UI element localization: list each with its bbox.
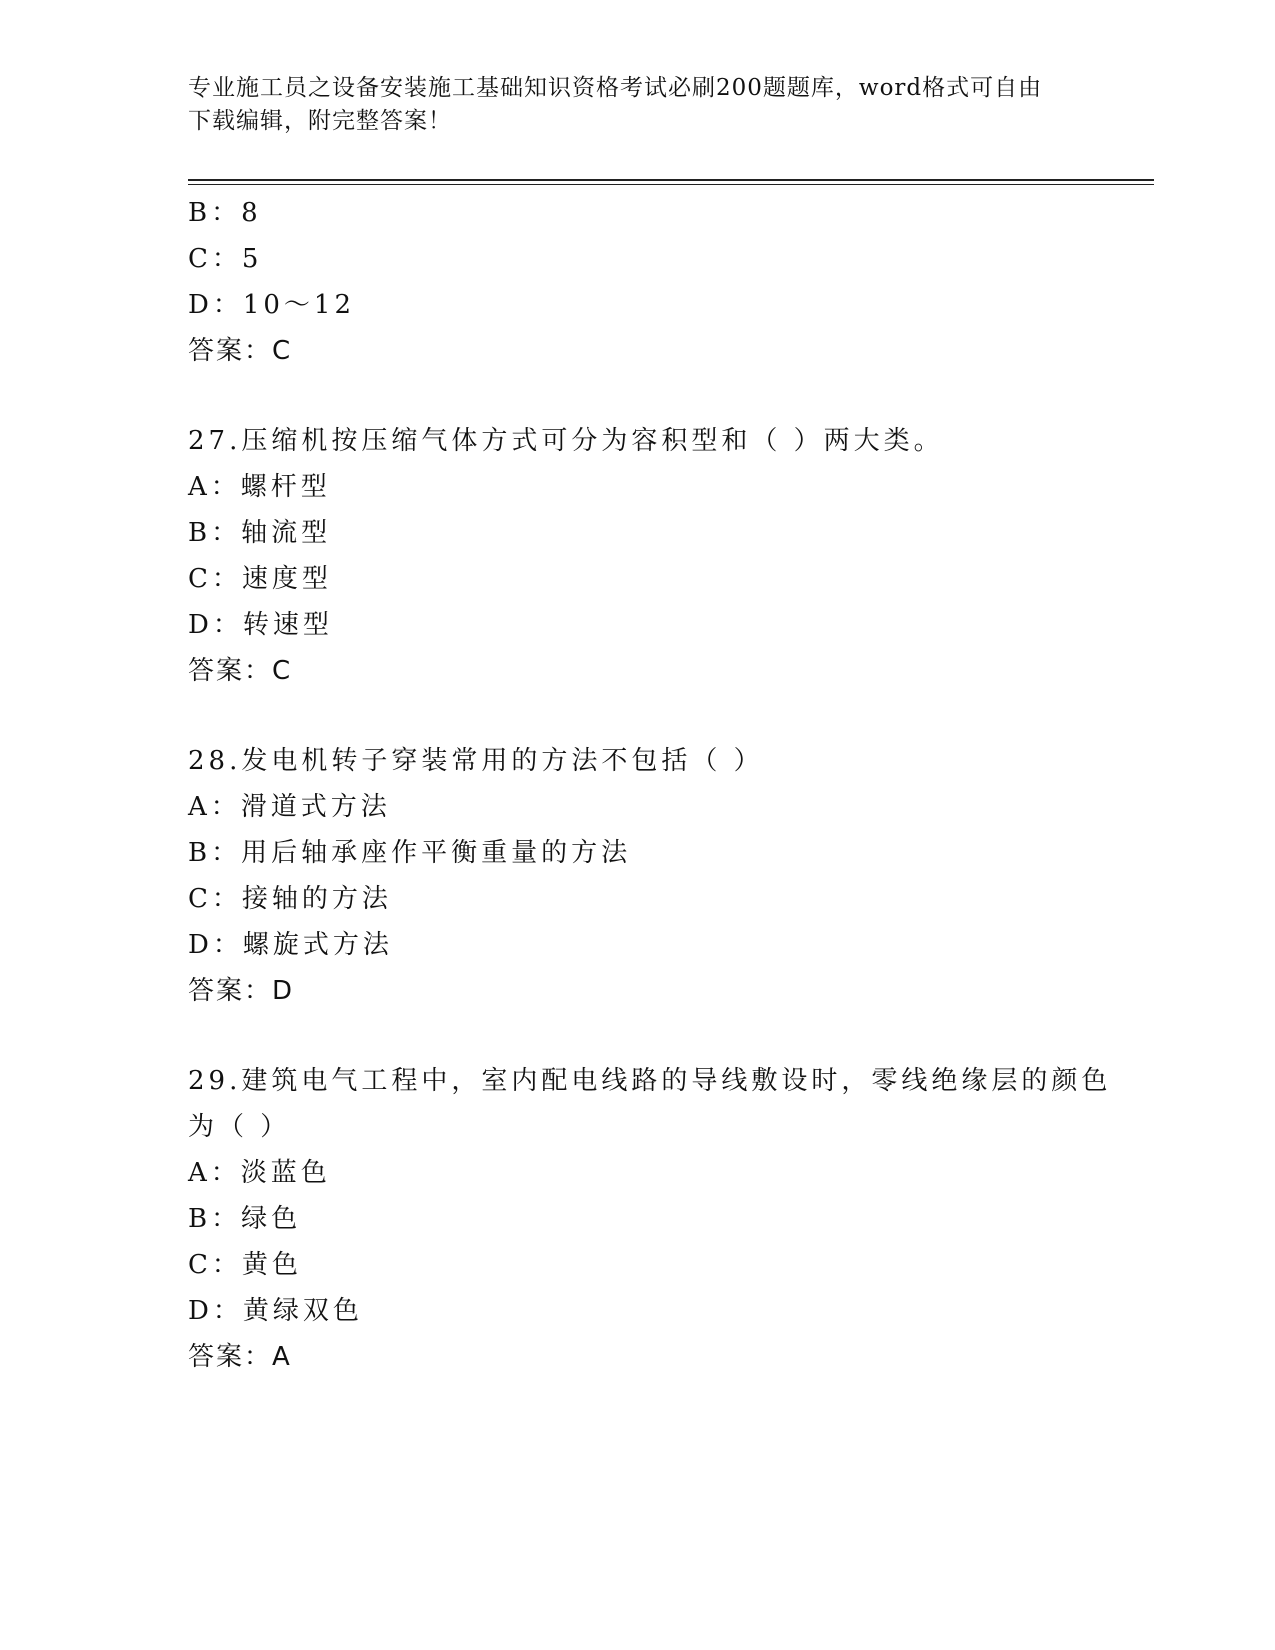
question-stem: 27.压缩机按压缩气体方式可分为容积型和（ ）两大类。	[188, 426, 944, 456]
option-c: C：黄色	[188, 1250, 302, 1280]
question-list	[188, 190, 1112, 1380]
question-29	[188, 1058, 1112, 1380]
answer: 答案：A	[188, 1342, 292, 1372]
answer: 答案：C	[188, 336, 293, 366]
option-a: A：滑道式方法	[188, 792, 391, 822]
option-b: B：用后轴承座作平衡重量的方法	[188, 838, 632, 868]
document-header	[188, 72, 1088, 138]
answer: 答案：C	[188, 656, 293, 686]
option-d: D：黄绿双色	[188, 1296, 363, 1326]
partial-question	[188, 190, 1108, 374]
option-a: A：淡蓝色	[188, 1158, 331, 1188]
option-b: B：8	[188, 198, 262, 228]
option-d: D：转速型	[188, 610, 333, 640]
answer: 答案：D	[188, 976, 295, 1006]
option-c: C：接轴的方法	[188, 884, 392, 914]
question-stem-line1: 29.建筑电气工程中，室内配电线路的导线敷设时，零线绝缘层的颜色	[188, 1066, 1112, 1096]
option-c: C：5	[188, 244, 263, 274]
option-c: C：速度型	[188, 564, 332, 594]
question-stem-line2: 为（ ）	[188, 1112, 291, 1142]
question-stem: 28.发电机转子穿装常用的方法不包括（ ）	[188, 746, 764, 776]
option-a: A：螺杆型	[188, 472, 331, 502]
header-title-line1: 专业施工员之设备安装施工基础知识资格考试必刷200题题库，word格式可自由	[188, 75, 1043, 101]
question-27	[188, 418, 1108, 694]
question-28	[188, 738, 1108, 1014]
header-rule-thin	[188, 184, 1154, 185]
header-rule-thick	[188, 179, 1154, 181]
option-d: D：螺旋式方法	[188, 930, 393, 960]
option-b: B：绿色	[188, 1204, 302, 1234]
header-title-line2: 下载编辑，附完整答案！	[188, 108, 452, 134]
option-d: D：10～12	[188, 290, 356, 320]
option-b: B：轴流型	[188, 518, 332, 548]
